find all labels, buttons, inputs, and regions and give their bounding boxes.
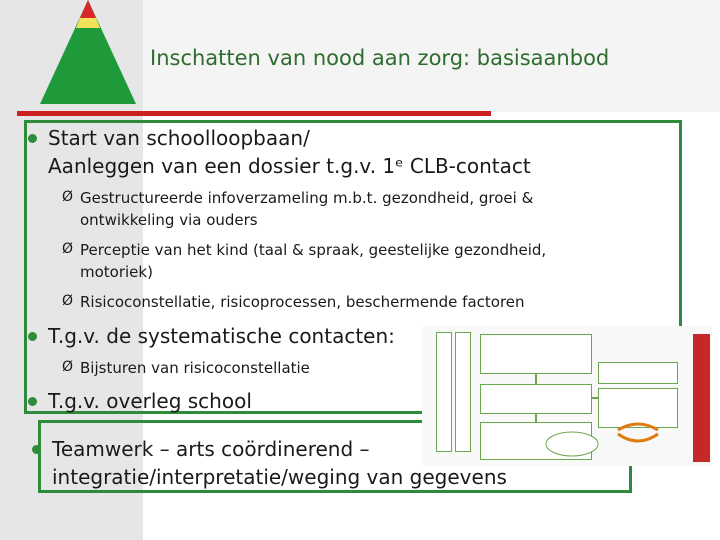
arrow-bullet-icon: Ø [62,359,74,375]
bullet-4-line1: Teamwerk – arts coördinerend – [52,437,370,461]
arrow-bullet-icon: Ø [62,293,74,309]
bullet-3-line1: T.g.v. overleg school [48,389,252,413]
sub-2-1-line1: Bijsturen van risicoconstellatie [80,359,310,377]
bullet-dot [32,445,41,454]
slide-title: Inschatten van nood aan zorg: basisaanbod [150,46,610,70]
arrow-bullet-icon: Ø [62,189,74,205]
diagram-red-bar [693,334,710,462]
arrow-bullet-icon: Ø [62,241,74,257]
diagram-arrows [422,326,712,466]
pyramid-icon [40,0,136,104]
bullet-dot [28,134,37,143]
sub-1-1-line1: Gestructureerde infoverzameling m.b.t. gezondheid, groei & [80,189,534,207]
sub-1-1-line2: ontwikkeling via ouders [80,211,258,229]
title-divider [17,111,491,116]
bullet-dot [28,332,37,341]
bullet-1-line2: Aanleggen van een dossier t.g.v. 1ᵉ CLB-contact [48,154,531,178]
bullet-1-line1: Start van schoolloopbaan/ [48,126,310,150]
sub-1-2-line2: motoriek) [80,263,153,281]
bullet-4-line2: integratie/interpretatie/weging van gegevens [52,465,507,489]
sub-1-2-line1: Perceptie van het kind (taal & spraak, geestelijke gezondheid, [80,241,547,259]
bullet-2-line1: T.g.v. de systematische contacten: [48,324,395,348]
flow-diagram [422,326,712,466]
bullet-dot [28,397,37,406]
sub-1-3-line1: Risicoconstellatie, risicoprocessen, beschermende factoren [80,293,525,311]
